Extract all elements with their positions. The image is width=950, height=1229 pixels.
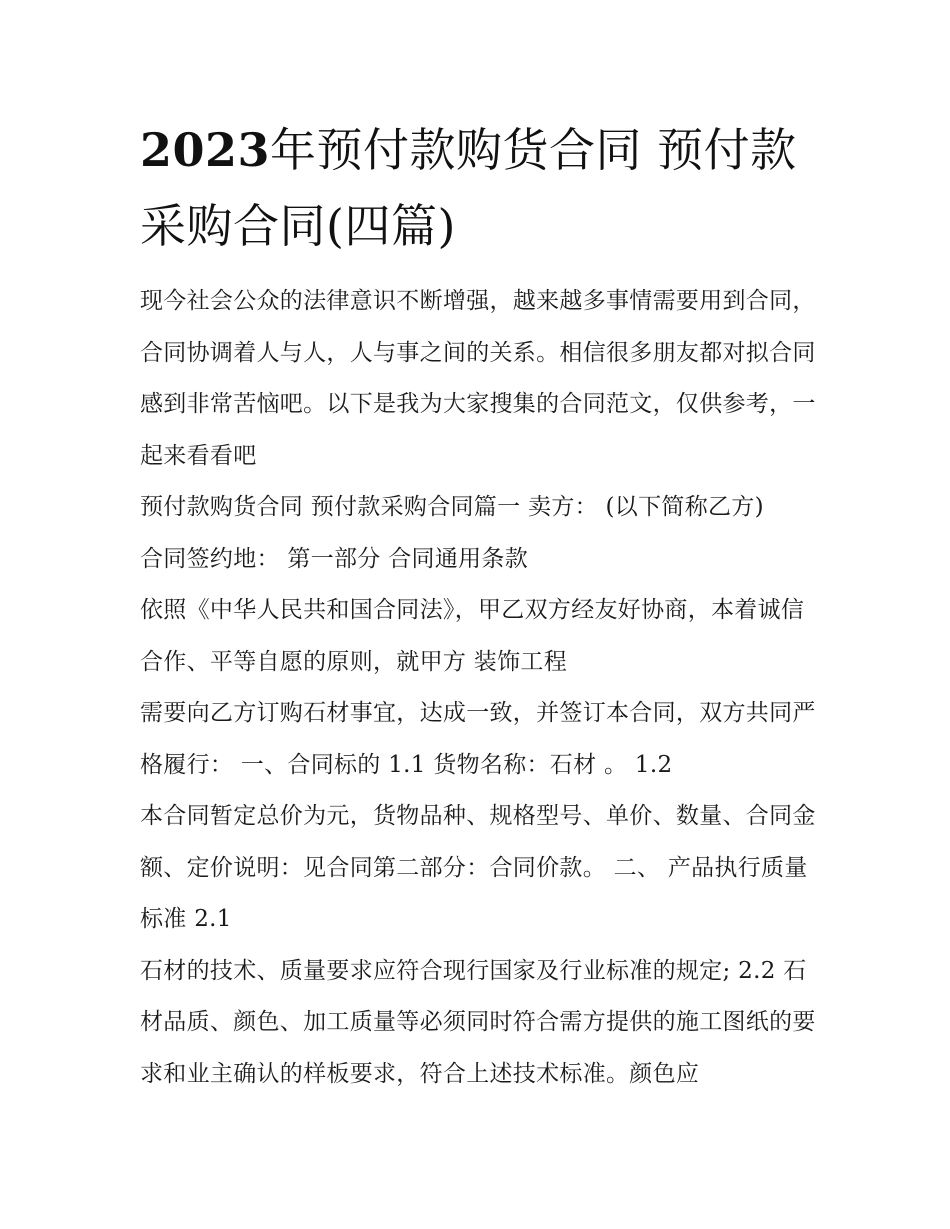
- paragraph-contract-subject: 需要向乙方订购石材事宜，达成一致，并签订本合同，双方共同严格履行： 一、合同标的 1.1 货物名称：石材 。 1.2: [140, 700, 816, 778]
- document-page: [140, 112, 820, 1100]
- paragraph-legal-basis: 依照《中华人民共和国合同法》，甲乙双方经友好协商，本着诚信合作、平等自愿的原则，就甲方 装饰工程: [140, 597, 805, 675]
- paragraph-quality-standard: 石材的技术、质量要求应符合现行国家及行业标准的规定; 2.2 石材品质、颜色、加工质量等必须同时符合需方提供的施工图纸的要求和业主确认的样板要求，符合上述技术标准。颜色应: [140, 957, 816, 1087]
- document-body: [140, 276, 820, 1100]
- title-text: 年预付款购货合同 预付款采购合同(四篇): [140, 123, 797, 253]
- intro-paragraph: 现今社会公众的法律意识不断增强，越来越多事情需要用到合同，合同协调着人与人，人与事之间的关系。相信很多朋友都对拟合同感到非常苦恼吧。以下是我为大家搜集的合同范文，仅供参考，一起来看看吧: [140, 288, 816, 469]
- title-year: 2023: [140, 123, 271, 177]
- paragraph-total-price: 本合同暂定总价为元，货物品种、规格型号、单价、数量、合同金额、定价说明：见合同第二部分：合同价款。 二、 产品执行质量标准 2.1: [140, 803, 816, 932]
- document-title: [140, 112, 820, 264]
- paragraph-signing-place: 合同签约地： 第一部分 合同通用条款: [140, 545, 529, 572]
- paragraph-seller: 预付款购货合同 预付款采购合同篇一 卖方： (以下简称乙方): [140, 494, 764, 520]
